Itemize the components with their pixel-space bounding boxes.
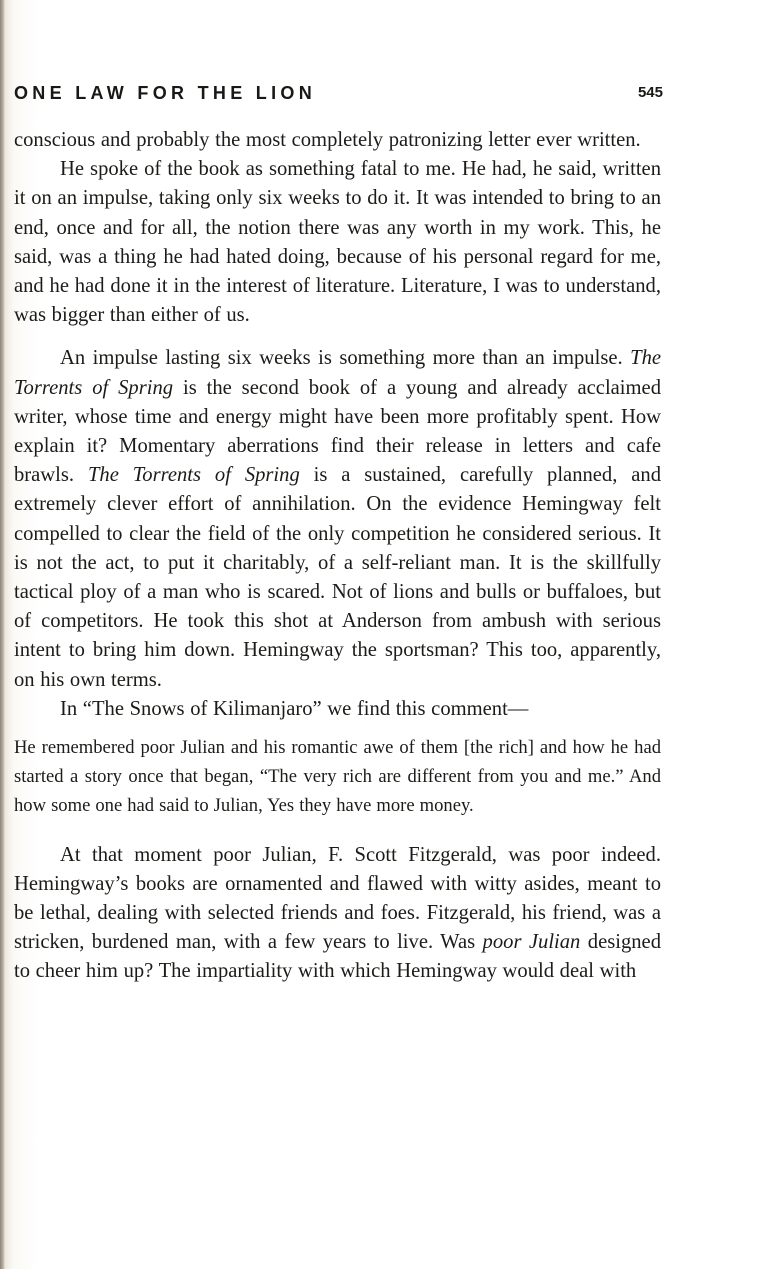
text-run: is the second book of a young and already acclaimed writer, whose time and energy might have been more profitably spent. How explain it? Momentary aberrations find their release in letters and cafe brawls. — [14, 376, 661, 487]
page-number: 545 — [637, 84, 663, 101]
page-binding-edge — [0, 0, 5, 1269]
paragraph-torrents-of-spring — [14, 344, 661, 694]
paragraph-impulse-letter: He spoke of the book as something fatal to me. He had, he said, written it on an impulse, taking only six weeks to do it. It was intended to bring to an end, once and for all, the notion there was any worth in my work. This, he said, was a thing he had hated doing, because of his personal regard for me, and he had done it in the interest of literature. Literature, I was to understand, was bigger than either of us. — [14, 158, 661, 327]
text-run: At that moment poor Julian, F. Scott Fitzgerald, was poor indeed. Hemingway’s books are ornamented and flawed with witty asides, meant to be lethal, dealing with selected friends and foes. Fitzgerald, his friend, was a stricken, burdened man, with a few years to live. Was — [14, 843, 661, 954]
body-text — [14, 126, 661, 987]
text-run: An impulse lasting six weeks is something more than an impulse. — [60, 347, 631, 370]
block-quote: He remembered poor Julian and his romantic awe of them [the rich] and how he had started a story once that began, “The very rich are different from you and me.” And how some one had said to Julian, Yes they have more money. — [14, 737, 661, 817]
book-title-italic: The Torrents of Spring — [14, 347, 661, 399]
paragraph-continued: conscious and probably the most completely patronizing letter ever written. — [14, 129, 641, 151]
text-run: is a sustained, carefully planned, and extremely clever effort of annihilation. On the evidence Hemingway felt compelled to clear the field of the only competition he considered serious. It is not the act, to put it charitably, of a self-reliant man. It is the skillfully tactical ploy of a man who is scared. Not of lions and bulls or buffaloes, but of competitors. He took this shot at Anderson from ambush with serious intent to bring him down. Hemingway the sportsman? This too, apparently, on his own terms. — [14, 464, 661, 691]
paragraph-poor-julian — [14, 841, 661, 987]
book-title-italic: The Torrents of Spring — [87, 464, 300, 487]
text-run: designed to cheer him up? The impartiality with which Hemingway would deal with — [14, 931, 661, 983]
running-title: ONE LAW FOR THE LION — [14, 83, 316, 103]
running-head — [14, 81, 663, 105]
paragraph-snows-intro: In “The Snows of Kilimanjaro” we find this comment— — [60, 697, 529, 720]
emphasis-italic: poor Julian — [482, 931, 581, 954]
